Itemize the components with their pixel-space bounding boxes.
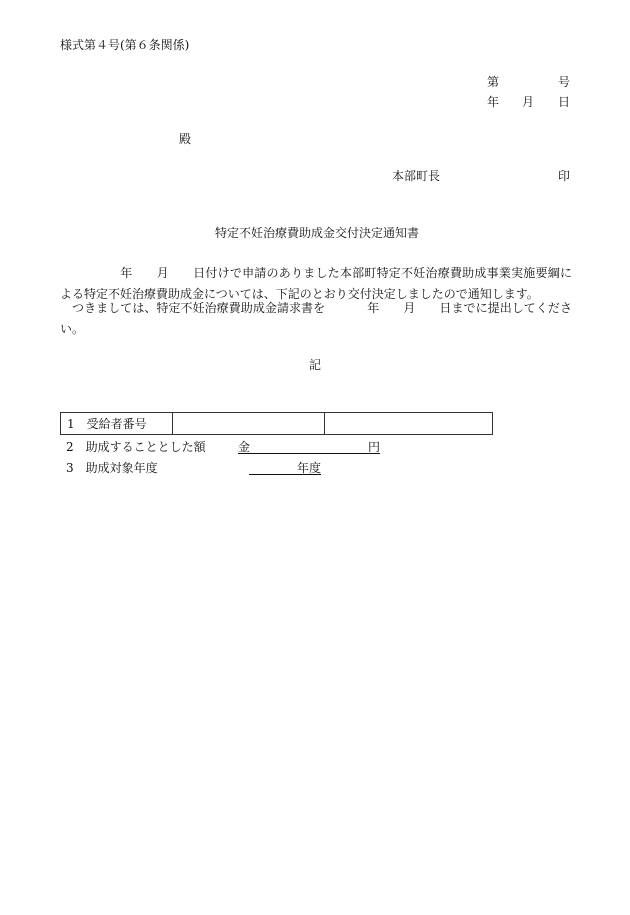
recipient-number-table xyxy=(60,412,493,435)
fiscal-year-underline xyxy=(249,474,321,475)
p2-month-label: 月 xyxy=(403,301,416,315)
fiscal-year-unit: 年度 xyxy=(297,461,322,475)
p2-tail: 日までに提出してください。 xyxy=(60,301,572,336)
p1-text: 日付けで申請のありました本部町特定不妊治療費助成事業実施要綱による特定不妊治療費助成金については、下記のとおり交付決定しましたので通知します。 xyxy=(60,266,572,301)
grant-amount-label: 2 助成することとした額 xyxy=(66,440,206,454)
sender-title: 本部町長 xyxy=(392,169,441,183)
grant-amount-underline xyxy=(238,453,380,454)
addressee-suffix: 殿 xyxy=(179,132,192,146)
date-month-label: 月 xyxy=(522,95,535,109)
p1-year-label: 年 xyxy=(120,266,133,280)
doc-number-prefix: 第 xyxy=(487,75,500,89)
recipient-number-label: 1 受給者番号 xyxy=(61,413,173,435)
form-number: 様式第４号(第６条関係) xyxy=(60,38,190,52)
seal-mark: 印 xyxy=(558,169,571,183)
p1-month-label: 月 xyxy=(156,266,169,280)
recipient-number-cell-2[interactable] xyxy=(325,413,493,435)
p2-lead: つきましては、特定不妊治療費助成金請求書を xyxy=(72,301,326,315)
fiscal-year-label: 3 助成対象年度 xyxy=(66,461,158,475)
body-paragraph-2 xyxy=(60,298,572,340)
p2-year-label: 年 xyxy=(367,301,380,315)
grant-amount-currency: 金 xyxy=(238,440,251,454)
date-day-label: 日 xyxy=(558,95,571,109)
document-title: 特定不妊治療費助成金交付決定通知書 xyxy=(215,226,420,240)
ki-heading: 記 xyxy=(309,358,322,372)
table-row xyxy=(61,413,493,435)
recipient-number-cell-1[interactable] xyxy=(173,413,325,435)
grant-amount-unit: 円 xyxy=(368,440,381,454)
doc-number-suffix: 号 xyxy=(558,75,571,89)
date-year-label: 年 xyxy=(487,95,500,109)
